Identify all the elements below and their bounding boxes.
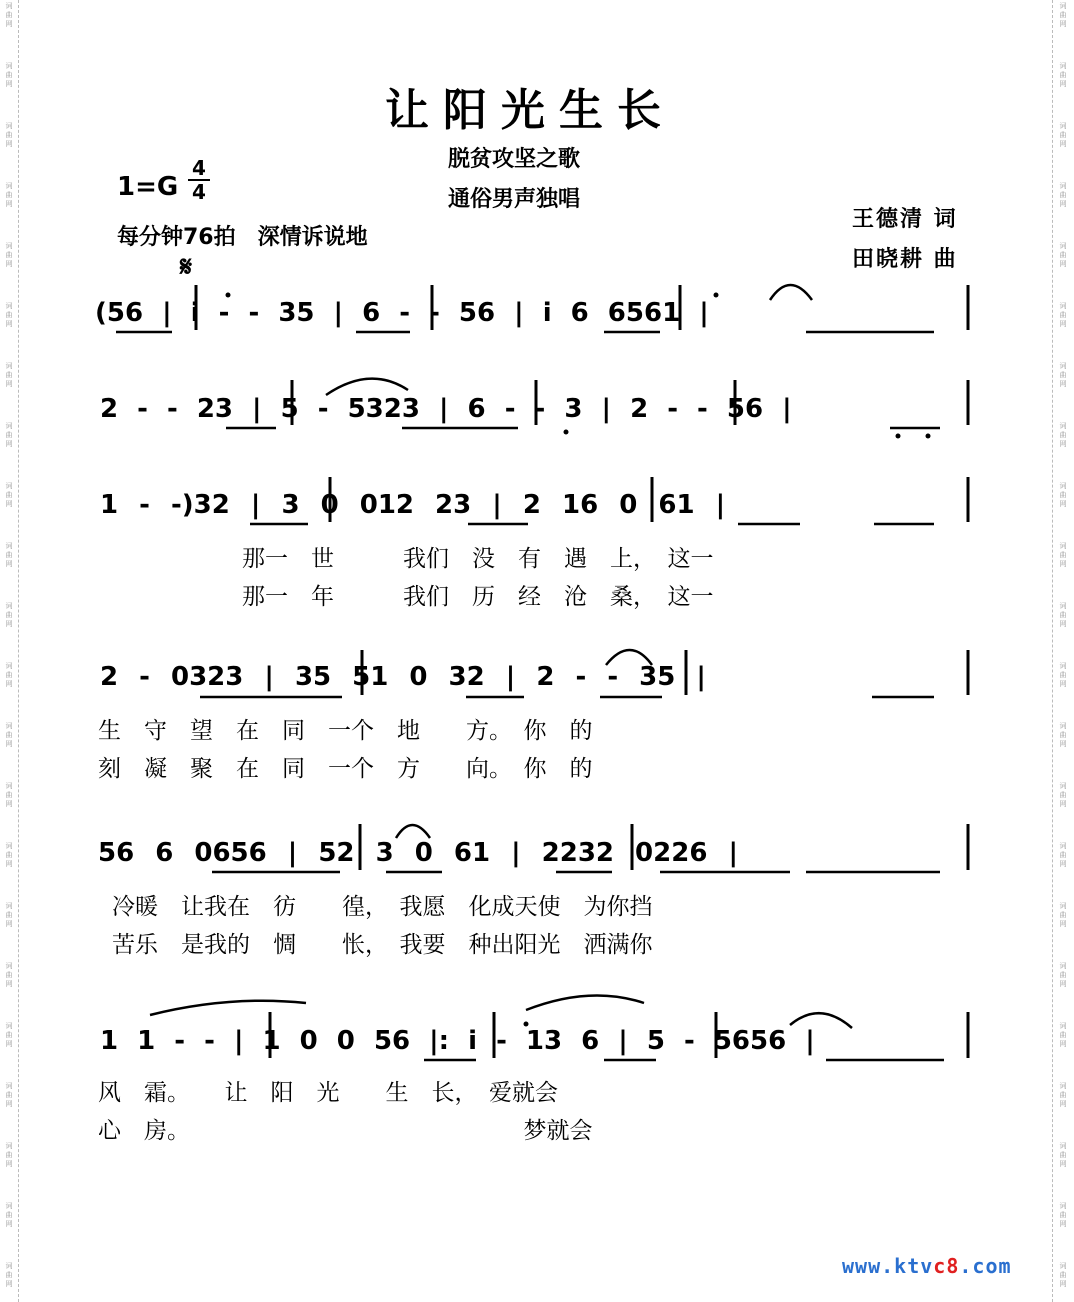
margin-site-mark: 词曲网 (5, 182, 13, 208)
watermark-accent: c8 (933, 1254, 960, 1278)
margin-site-mark: 词曲网 (5, 902, 13, 928)
margin-site-mark: 词曲网 (1059, 782, 1067, 808)
margin-site-mark: 词曲网 (5, 242, 13, 268)
lyric-row-4-verse-2: 刻 凝 聚 在 同 一个 方 向。 你 的 (98, 756, 593, 782)
score-row-2: 2 - - 23 | 5 - 5323 | 6 - - 3 | 2 - - 56 | (100, 394, 792, 424)
lyric-row-3-verse-2: 那一 年 我们 历 经 沧 桑， 这一 (242, 584, 714, 610)
margin-site-mark: 词曲网 (1059, 542, 1067, 568)
margin-site-mark: 词曲网 (5, 542, 13, 568)
margin-site-mark: 词曲网 (5, 1082, 13, 1108)
margin-site-mark: 词曲网 (1059, 62, 1067, 88)
margin-site-mark: 词曲网 (1059, 1262, 1067, 1288)
time-signature-bottom: 4 (192, 180, 206, 204)
site-watermark (842, 1254, 1012, 1278)
margin-site-mark: 词曲网 (1059, 122, 1067, 148)
margin-site-mark: 词曲网 (1059, 362, 1067, 388)
margin-site-mark: 词曲网 (1059, 482, 1067, 508)
margin-site-mark: 词曲网 (5, 302, 13, 328)
margin-site-mark: 词曲网 (1059, 2, 1067, 28)
margin-site-mark: 词曲网 (5, 2, 13, 28)
subtitle-2: 通俗男声独唱 (448, 186, 581, 212)
lyric-row-6-verse-2: 心 房。 梦就会 (98, 1118, 593, 1144)
lyricist: 王德清 词 (852, 206, 958, 232)
margin-site-mark: 词曲网 (5, 1202, 13, 1228)
margin-site-mark: 词曲网 (1059, 302, 1067, 328)
score-row-3: 1 - -)32 | 3 0 012 23 | 2 16 0 61 | (100, 490, 726, 520)
key-signature: 1=G (117, 172, 179, 202)
subtitle-1: 脱贫攻坚之歌 (448, 146, 581, 172)
margin-site-mark: 词曲网 (1059, 1022, 1067, 1048)
score-row-4: 2 - 0323 | 35 51 0 32 | 2 - - 35 | (100, 662, 706, 692)
watermark-prefix: www.ktv (842, 1254, 934, 1278)
margin-site-mark: 词曲网 (5, 1022, 13, 1048)
margin-site-mark: 词曲网 (1059, 662, 1067, 688)
lyric-row-6-verse-1: 风 霜。 让 阳 光 生 长， 爱就会 (98, 1080, 558, 1106)
song-title: 让阳光生长 (385, 85, 675, 136)
time-signature (188, 158, 210, 202)
composer: 田晓耕 曲 (852, 246, 958, 272)
score-row-6: 1 1 - - | 1 0 0 56 |: i - 13 6 | 5 - 5656 | (100, 1026, 815, 1056)
lyric-row-5-verse-2: 苦乐 是我的 惆 怅， 我要 种出阳光 洒满你 (112, 932, 653, 958)
margin-site-mark: 词曲网 (1059, 722, 1067, 748)
tempo-marking: 每分钟76拍 深情诉说地 (117, 225, 368, 250)
score-row-1: (56 | i - - 35 | 6 - - 56 | i 6 6561 | (95, 298, 709, 328)
margin-site-mark: 词曲网 (1059, 842, 1067, 868)
margin-site-mark: 词曲网 (5, 842, 13, 868)
lyric-row-4-verse-1: 生 守 望 在 同 一个 地 方。 你 的 (98, 718, 593, 744)
margin-site-mark: 词曲网 (1059, 182, 1067, 208)
margin-site-mark: 词曲网 (5, 1142, 13, 1168)
margin-site-mark: 词曲网 (5, 1262, 13, 1288)
lyric-row-5-verse-1: 冷暖 让我在 彷 徨， 我愿 化成天使 为你挡 (112, 894, 653, 920)
margin-site-mark: 词曲网 (1059, 902, 1067, 928)
margin-site-mark: 词曲网 (5, 782, 13, 808)
margin-site-mark: 词曲网 (1059, 1202, 1067, 1228)
margin-site-mark: 词曲网 (5, 722, 13, 748)
margin-site-mark: 词曲网 (5, 482, 13, 508)
margin-site-mark: 词曲网 (5, 362, 13, 388)
time-signature-top: 4 (192, 156, 206, 180)
lyric-row-3-verse-1: 那一 世 我们 没 有 遇 上， 这一 (242, 546, 714, 572)
margin-site-mark: 词曲网 (5, 662, 13, 688)
watermark-suffix: .com (959, 1254, 1012, 1278)
margin-site-mark: 词曲网 (1059, 422, 1067, 448)
margin-site-mark: 词曲网 (1059, 1142, 1067, 1168)
margin-site-mark: 词曲网 (1059, 602, 1067, 628)
margin-site-mark: 词曲网 (5, 62, 13, 88)
margin-site-mark: 词曲网 (1059, 962, 1067, 988)
margin-site-mark: 词曲网 (1059, 242, 1067, 268)
score-row-5: 56 6 0656 | 52 3 0 61 | 2232 0226 | (98, 838, 738, 868)
margin-site-mark: 词曲网 (5, 602, 13, 628)
margin-site-mark: 词曲网 (5, 122, 13, 148)
margin-site-mark: 词曲网 (5, 422, 13, 448)
margin-site-mark: 词曲网 (5, 962, 13, 988)
segno-sign: 𝄋 (180, 250, 193, 283)
margin-site-mark: 词曲网 (1059, 1082, 1067, 1108)
